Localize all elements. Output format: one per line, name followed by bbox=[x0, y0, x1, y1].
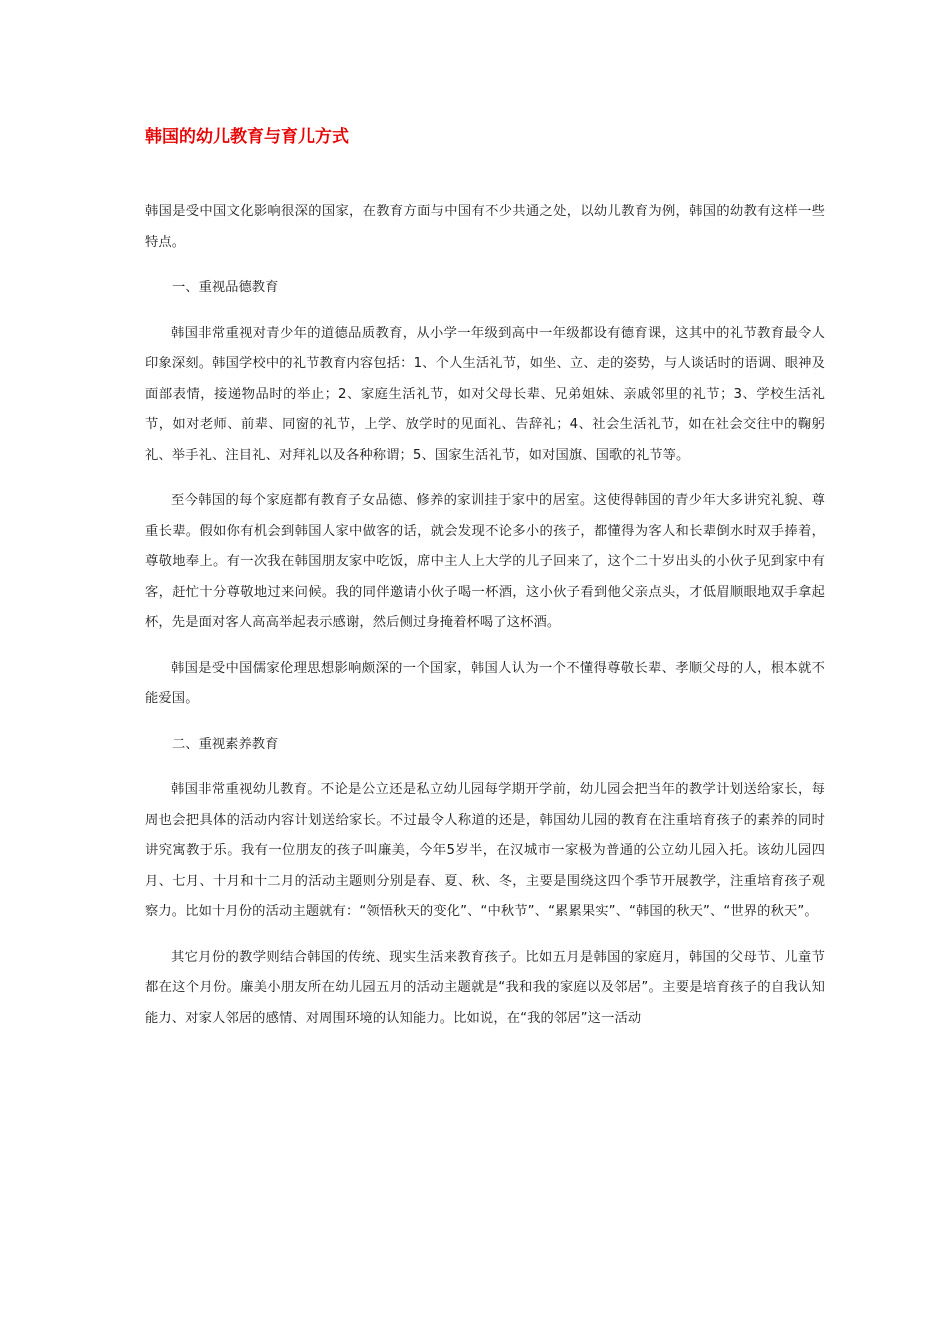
section-heading-quality-education: 二、重视素养教育 bbox=[172, 736, 279, 752]
paragraph-kindergarten-education: 韩国非常重视幼儿教育。不论是公立还是私立幼儿园每学期开学前，幼儿园会把当年的教学计划送给家长，每周也会把具体的活动内容计划送给家长。不过最令人称道的还是，韩国幼儿园的教育在注重培育孩子的素养的同时讲究寓教于乐。我有一位朋友的孩子叫廉美，今年5岁半，在汉城市一家极为普通的公立幼儿园入托。该幼儿园四月、七月、十月和十二月的活动主题则分别是春、夏、秋、冬，主要是围绕这四个季节开展教学，注重培育孩子观察力。比如十月份的活动主题就有：“领悟秋天的变化”、“中秋节”、“累累果实”、“韩国的秋天”、“世界的秋天”。 bbox=[145, 782, 825, 919]
paragraph-family-precepts: 至今韩国的每个家庭都有教育子女品德、修养的家训挂于家中的居室。这使得韩国的青少年大多讲究礼貌、尊重长辈。假如你有机会到韩国人家中做客的话，就会发现不论多小的孩子，都懂得为客人和长辈倒水时双手捧着，尊敬地奉上。有一次我在韩国朋友家中吃饭，席中主人上大学的儿子回来了，这个二十岁出头的小伙子见到家中有客，赶忙十分尊敬地过来问候。我的同伴邀请小伙子喝一杯酒，这小伙子看到他父亲点头，才低眉顺眼地双手拿起杯，先是面对客人高高举起表示感谢，然后侧过身掩着杯喝了这杯酒。 bbox=[145, 493, 825, 630]
paragraph-confucian-ethics: 韩国是受中国儒家伦理思想影响颇深的一个国家，韩国人认为一个不懂得尊敬长辈、孝顺父母的人，根本就不能爱国。 bbox=[145, 660, 825, 706]
document-body bbox=[145, 197, 825, 1049]
paragraph-intro: 韩国是受中国文化影响很深的国家，在教育方面与中国有不少共通之处，以幼儿教育为例，韩国的幼教有这样一些特点。 bbox=[145, 204, 825, 250]
document-title: 韩国的幼儿教育与育儿方式 bbox=[145, 127, 349, 147]
section-heading-moral-education: 一、重视品德教育 bbox=[172, 280, 279, 295]
paragraph-monthly-themes: 其它月份的教学则结合韩国的传统、现实生活来教育孩子。比如五月是韩国的家庭月，韩国的父母节、儿童节都在这个月份。廉美小朋友所在幼儿园五月的活动主题就是“我和我的家庭以及邻居”。主要是培育孩子的自我认知能力、对家人邻居的感情、对周围环境的认知能力。比如说，在“我的邻居”这一活动 bbox=[145, 949, 825, 1026]
paragraph-etiquette-education: 韩国非常重视对青少年的道德品质教育，从小学一年级到高中一年级都设有德育课，这其中的礼节教育最令人印象深刻。韩国学校中的礼节教育内容包括：1、个人生活礼节，如坐、立、走的姿势，与人谈话时的语调、眼神及面部表情，接递物品时的举止；2、家庭生活礼节，如对父母长辈、兄弟姐妹、亲戚邻里的礼节；3、学校生活礼节，如对老师、前辈、同窗的礼节，上学、放学时的见面礼、告辞礼；4、社会生活礼节，如在社会交往中的鞠躬礼、举手礼、注目礼、对拜礼以及各种称谓；5、国家生活礼节，如对国旗、国歌的礼节等。 bbox=[145, 325, 825, 463]
